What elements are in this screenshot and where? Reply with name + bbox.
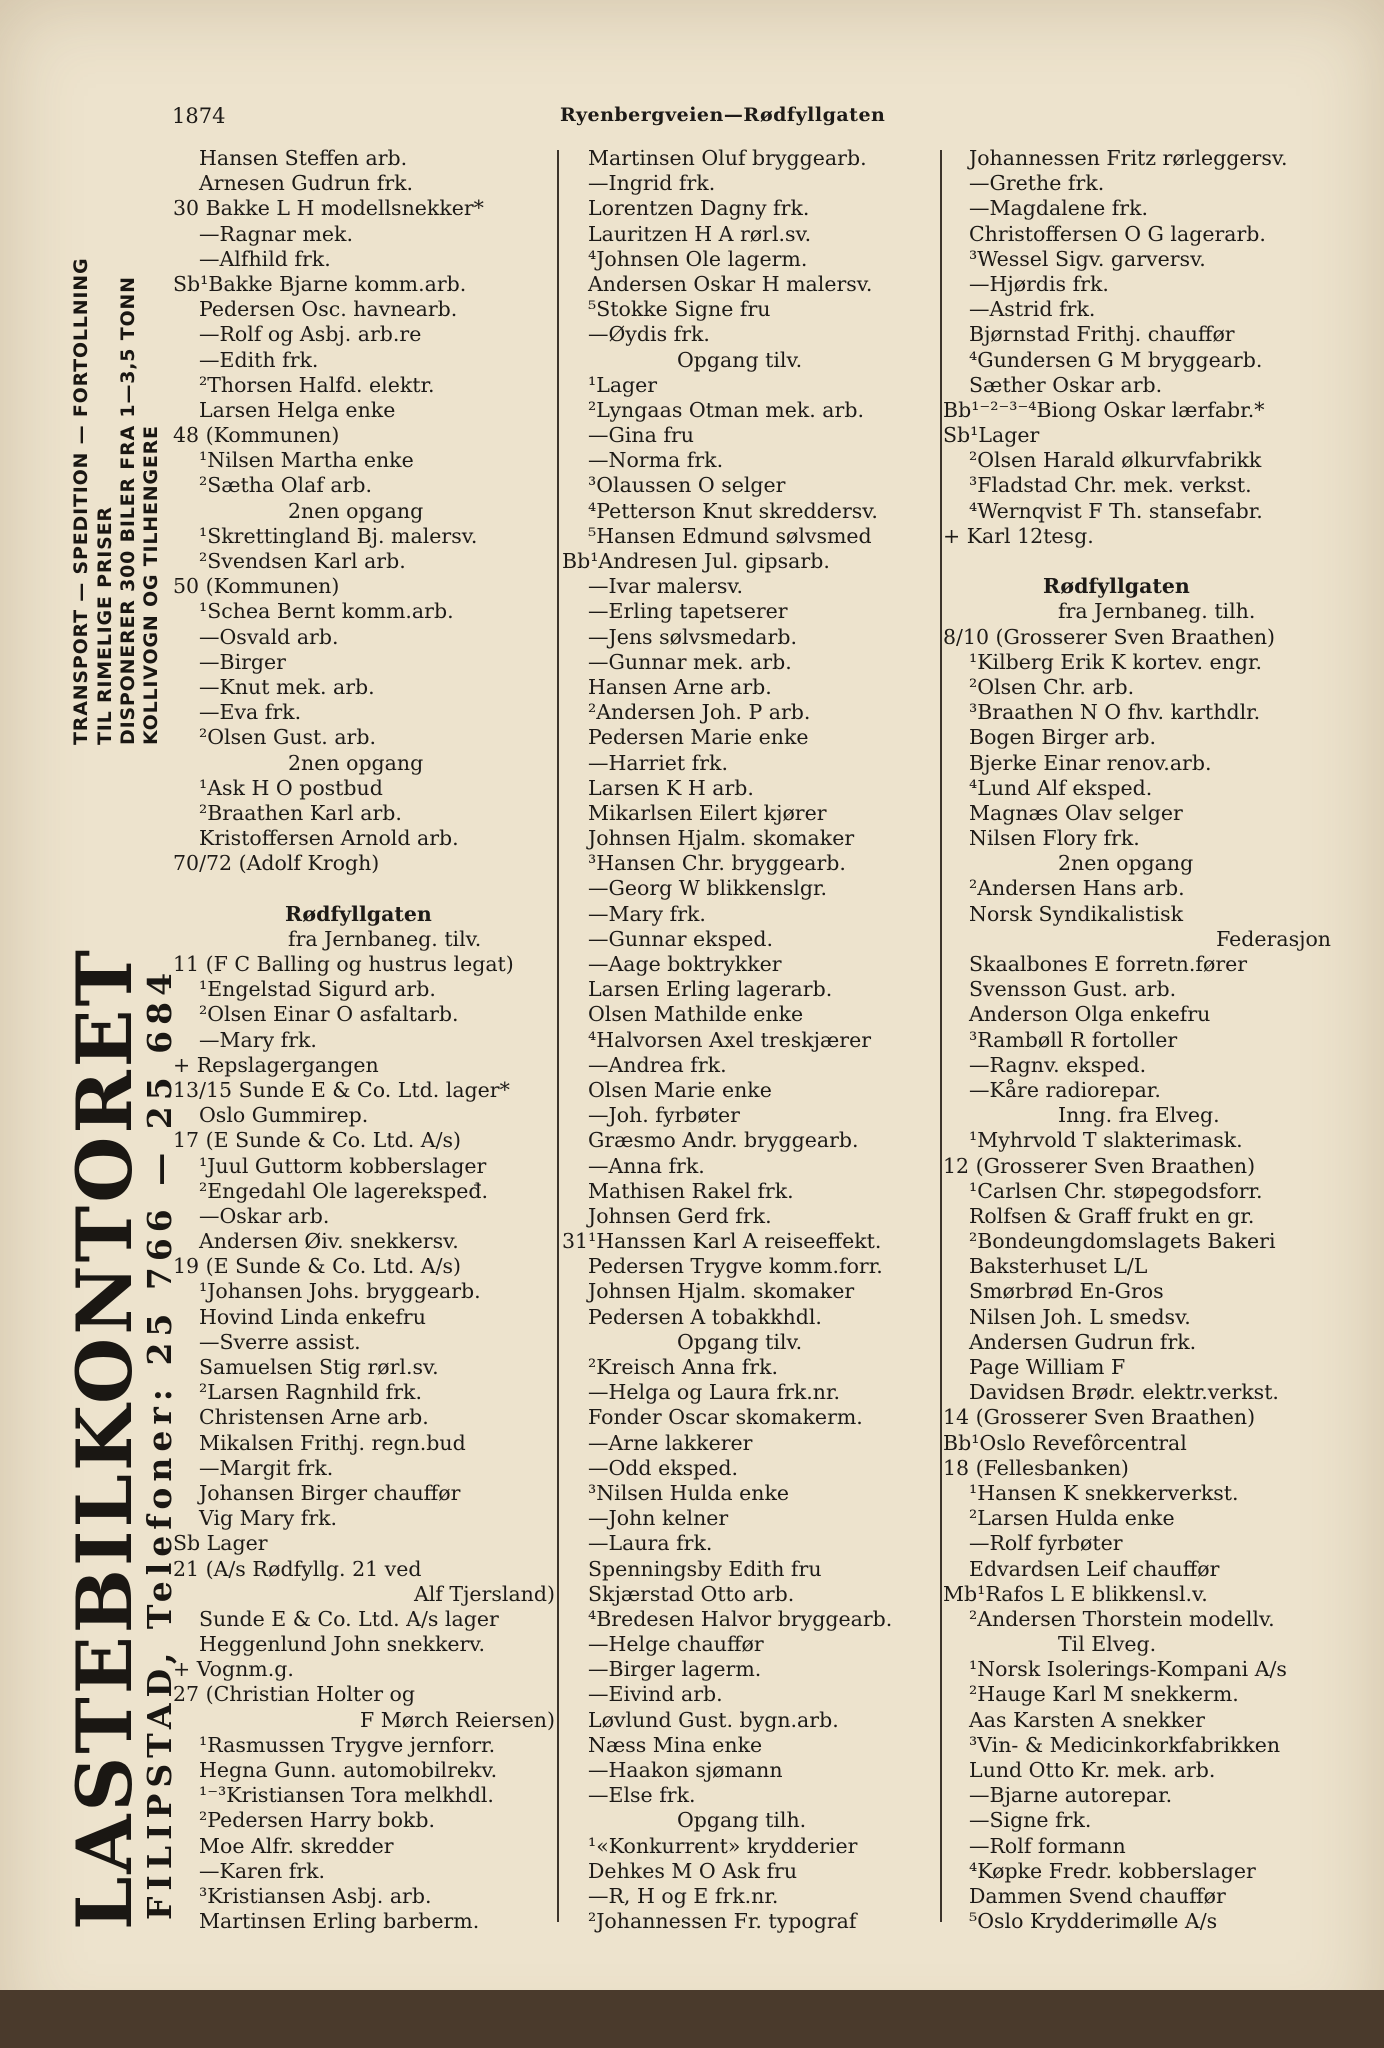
directory-entry: Skaalbones E forretn.fører [969, 952, 1248, 976]
directory-entry: Page William F [969, 1355, 1126, 1379]
directory-entry: + Repslagergangen [173, 1052, 379, 1077]
directory-entry: —Eva frk. [199, 700, 302, 725]
directory-entry: Bjørnstad Frithj. chauffør [969, 322, 1235, 347]
directory-entry: Spenningsby Edith fru [588, 1556, 822, 1581]
directory-entry: ²Engedahl Ole lagerekspeđ. [199, 1178, 489, 1203]
directory-entry: —Osvald arb. [199, 624, 339, 649]
directory-entry: ⁵Hansen Edmund sølvsmed [588, 523, 872, 548]
directory-entry: Til Elveg. [1058, 1632, 1157, 1657]
directory-entry: Fonder Oscar skomakerm. [588, 1405, 863, 1430]
directory-entry: ²Thorsen Halfd. elektr. [199, 372, 435, 397]
directory-entry: —Magdalene frk. [969, 196, 1149, 221]
ad-prices-line: TIL RIMELIGE PRISER [94, 506, 116, 745]
directory-entry: —Mary frk. [588, 901, 706, 926]
page-number: 1874 [172, 104, 226, 128]
directory-entry: —Eivind arb. [588, 1682, 723, 1707]
directory-entry: —Helge chauffør [588, 1632, 764, 1657]
directory-entry: Hegna Gunn. automobilrekv. [199, 1758, 498, 1782]
directory-entry: Sæther Oskar arb. [969, 372, 1163, 397]
directory-entry: 30 Bakke L H modellsnekker* [173, 196, 484, 221]
directory-entry [173, 876, 559, 901]
directory-entry: Inng. fra Elveg. [1058, 1103, 1220, 1128]
directory-entry: 70/72 (Adolf Krogh) [173, 851, 380, 876]
directory-entry [943, 549, 1335, 574]
directory-entry: ²Hauge Karl M snekkerm. [969, 1682, 1239, 1707]
directory-entry: 12 (Grosserer Sven Braathen) [943, 1153, 1256, 1178]
directory-entry: —John kelner [588, 1506, 729, 1531]
directory-entry: + Vognm.g. [173, 1657, 294, 1682]
directory-entry: Arnesen Gudrun frk. [199, 171, 414, 196]
directory-entry: Johnsen Gerd frk. [588, 1203, 772, 1228]
directory-entry: Sb¹Lager [943, 423, 1040, 448]
directory-entry: 27 (Christian Holter og [173, 1682, 416, 1707]
directory-column-3 [943, 146, 1335, 1934]
directory-entry: ²Braathen Karl arb. [199, 800, 402, 825]
directory-entry: 11 (F C Balling og hustrus legat) [173, 952, 514, 976]
directory-entry: —Ivar malersv. [588, 574, 744, 599]
directory-entry: 17 (E Sunde & Co. Ltd. A/s) [173, 1128, 462, 1153]
directory-entry: 8/10 (Grosserer Sven Braathen) [943, 624, 1276, 649]
directory-entry: ⁴Halvorsen Axel treskjærer [588, 1027, 872, 1052]
directory-entry: ³Braathen N O fhv. karthdlr. [969, 700, 1261, 725]
directory-entry: Bb¹Oslo Revefôrcentral [943, 1430, 1187, 1455]
directory-entry: ²Lyngaas Otman mek. arb. [588, 397, 864, 422]
directory-entry: ²Pedersen Harry bokb. [199, 1808, 435, 1833]
directory-entry: ³Nilsen Hulda enke [588, 1480, 790, 1505]
directory-entry: fra Jernbaneg. tilh. [1058, 599, 1256, 624]
directory-entry: Heggenlund John snekkerv. [199, 1632, 485, 1657]
directory-entry: Mikarlsen Eilert kjører [588, 800, 827, 825]
directory-entry: ⁴Køpke Fredr. kobberslager [969, 1858, 1256, 1883]
directory-entry: ²Sætha Olaf arb. [199, 473, 373, 498]
directory-entry: ⁵Oslo Krydderimølle A/s [969, 1909, 1218, 1934]
directory-entry: Hovind Linda enkefru [199, 1304, 426, 1329]
directory-entry: 19 (E Sunde & Co. Ltd. A/s) [173, 1254, 462, 1279]
directory-entry: 13/15 Sunde E & Co. Ltd. lager* [173, 1077, 510, 1102]
directory-entry: ⁴Lund Alf eksped. [969, 775, 1153, 800]
directory-entry: —Margit frk. [199, 1455, 334, 1480]
directory-entry: Bjerke Einar renov.arb. [969, 750, 1212, 775]
directory-entry: + Karl 12tesg. [943, 523, 1094, 548]
directory-entry: ²Kreisch Anna frk. [588, 1355, 779, 1379]
directory-entry: ³Wessel Sigv. garversv. [969, 246, 1206, 271]
directory-entry: —Signe frk. [969, 1808, 1092, 1833]
directory-entry: ³Hansen Chr. bryggearb. [588, 851, 846, 876]
ad-fleet-line: DISPONERER 300 BILER FRA 1—3,5 TONN [117, 276, 139, 745]
directory-entry: —Joh. fyrbøter [588, 1103, 740, 1128]
directory-entry: ¹Kilberg Erik K kortev. engr. [969, 649, 1263, 674]
directory-entry: Aas Karsten A snekker [969, 1707, 1205, 1732]
directory-entry: —R, H og E frk.nr. [588, 1883, 779, 1908]
directory-entry: Federasjon [1216, 926, 1331, 951]
directory-entry: Norsk Syndikalistisk [969, 901, 1184, 926]
directory-entry: —Gunnar mek. arb. [588, 649, 792, 674]
directory-entry: Pedersen Osc. havnearb. [199, 297, 458, 322]
directory-entry: Næss Mina enke [588, 1732, 763, 1757]
directory-entry: Pedersen Trygve komm.forr. [588, 1254, 883, 1279]
directory-entry: —Georg W blikkenslgr. [588, 876, 828, 901]
directory-entry: Johannessen Fritz rørleggersv. [969, 146, 1288, 170]
directory-entry: Christensen Arne arb. [199, 1405, 429, 1430]
directory-entry: 50 (Kommunen) [173, 574, 340, 599]
directory-entry: —Gina fru [588, 423, 694, 448]
directory-entry: ¹Myhrvold T slakterimask. [969, 1128, 1243, 1153]
directory-entry: Svensson Gust. arb. [969, 977, 1177, 1002]
directory-entry: —Gunnar eksped. [588, 926, 773, 951]
directory-entry: Hansen Arne arb. [588, 674, 772, 699]
directory-column-1 [173, 146, 559, 1934]
directory-entry: ²Olsen Chr. arb. [969, 674, 1135, 699]
directory-entry: Olsen Marie enke [588, 1077, 772, 1102]
directory-entry: Mb¹Rafos L E blikkensl.v. [943, 1581, 1208, 1606]
directory-entry: Olsen Mathilde enke [588, 1002, 804, 1027]
ad-trailers-line: KOLLIVOGN OG TILHENGERE [140, 425, 162, 745]
directory-entry: Mikalsen Frithj. regn.bud [199, 1430, 466, 1455]
directory-entry: Bb¹Andresen Jul. gipsarb. [562, 549, 830, 573]
directory-entry: 31¹Hanssen Karl A reiseeffekt. [562, 1229, 882, 1254]
directory-entry: Andersen Gudrun frk. [969, 1329, 1197, 1354]
directory-entry: 2nen opgang [288, 498, 424, 523]
directory-entry: ²Svendsen Karl arb. [199, 549, 406, 573]
directory-entry: Skjærstad Otto arb. [588, 1581, 795, 1606]
directory-entry: Alf Tjersland) [413, 1581, 555, 1606]
directory-entry: ¹«Konkurrent» krydderier [588, 1833, 858, 1858]
directory-entry: Opgang tilh. [677, 1808, 807, 1833]
directory-entry: Christoffersen O G lagerarb. [969, 221, 1266, 246]
directory-entry: ¹Nilsen Martha enke [199, 448, 414, 473]
street-heading: Rødfyllgaten [1043, 574, 1190, 599]
directory-entry: ⁴Bredesen Halvor bryggearb. [588, 1606, 893, 1631]
directory-entry: —Rolf formann [969, 1833, 1126, 1858]
directory-entry: —Ragnv. eksped. [969, 1052, 1147, 1077]
directory-entry: Johnsen Hjalm. skomaker [588, 1279, 855, 1304]
directory-entry: Davidsen Brødr. elektr.verkst. [969, 1380, 1279, 1405]
directory-entry: —Andrea frk. [588, 1052, 727, 1077]
directory-entry: Lorentzen Dagny frk. [588, 196, 810, 221]
directory-entry: ¹⁻³Kristiansen Tora melkhdl. [199, 1783, 494, 1808]
directory-entry: Nilsen Joh. L smedsv. [969, 1304, 1191, 1329]
directory-entry: ¹Lager [588, 372, 658, 397]
directory-entry: —Karen frk. [199, 1858, 326, 1883]
directory-entry: Bogen Birger arb. [969, 725, 1157, 750]
directory-entry: —Harriet frk. [588, 750, 728, 775]
directory-entry: 2nen opgang [1058, 851, 1194, 876]
directory-entry: Lauritzen H A rørl.sv. [588, 221, 812, 246]
directory-entry: fra Jernbaneg. tilv. [288, 926, 482, 951]
directory-entry: Larsen K H arb. [588, 775, 754, 800]
directory-entry: —Jens sølvsmedarb. [588, 624, 797, 649]
directory-entry: —Norma frk. [588, 448, 724, 473]
directory-entry: Pedersen Marie enke [588, 725, 809, 750]
directory-entry: ¹Juul Guttorm kobberslager [199, 1153, 487, 1178]
directory-entry: ¹Skrettingland Bj. malersv. [199, 523, 478, 548]
directory-entry: —Laura frk. [588, 1531, 713, 1556]
directory-entry: ²Andersen Thorstein modellv. [969, 1606, 1275, 1631]
directory-entry: —Helga og Laura frk.nr. [588, 1380, 841, 1405]
directory-entry: —Øydis frk. [588, 322, 710, 347]
directory-entry: —Astrid frk. [969, 297, 1096, 322]
directory-entry: ²Olsen Gust. arb. [199, 725, 376, 750]
directory-entry: —Rolf og Asbj. arb.re [199, 322, 422, 347]
directory-entry: —Anna frk. [588, 1153, 705, 1178]
directory-entry: 21 (A/s Rødfyllg. 21 ved [173, 1556, 422, 1581]
directory-entry: Anderson Olga enkefru [969, 1002, 1211, 1027]
directory-entry: 48 (Kommunen) [173, 423, 340, 448]
directory-entry: ¹Carlsen Chr. støpegodsforr. [969, 1178, 1263, 1203]
directory-column-2 [562, 146, 942, 1934]
directory-entry: 14 (Grosserer Sven Braathen) [943, 1405, 1256, 1430]
directory-entry: Løvlund Gust. bygn.arb. [588, 1707, 839, 1732]
directory-entry: Andersen Oskar H malersv. [588, 271, 873, 296]
directory-entry: Sunde E & Co. Ltd. A/s lager [199, 1606, 499, 1631]
directory-entry: ¹Rasmussen Trygve jernforr. [199, 1732, 496, 1757]
directory-entry: Lund Otto Kr. mek. arb. [969, 1758, 1216, 1782]
scan-border [0, 1990, 1384, 2048]
directory-entry: ⁴Petterson Knut skreddersv. [588, 498, 878, 523]
directory-entry: Sb Lager [173, 1531, 268, 1556]
directory-entry: —Alfhild frk. [199, 246, 331, 271]
street-heading: Rødfyllgaten [285, 901, 432, 926]
directory-entry: ²Andersen Hans arb. [969, 876, 1185, 901]
directory-entry: Mathisen Rakel frk. [588, 1178, 794, 1203]
directory-entry: Samuelsen Stig rørl.sv. [199, 1355, 439, 1379]
directory-entry: ²Larsen Ragnhild frk. [199, 1380, 422, 1405]
directory-entry: Johansen Birger chauffør [199, 1480, 461, 1505]
directory-entry: Opgang tilv. [677, 1329, 803, 1354]
directory-entry: —Ragnar mek. [199, 221, 354, 246]
directory-entry: ²Larsen Hulda enke [969, 1506, 1175, 1531]
directory-entry: Nilsen Flory frk. [969, 826, 1140, 851]
directory-entry: ²Johannessen Fr. typograf [588, 1909, 857, 1934]
directory-entry: —Else frk. [588, 1783, 696, 1808]
directory-entry: ¹Schea Bernt komm.arb. [199, 599, 454, 624]
ad-phone-line: FILIPSTAD, Telefoner: 25 766 — 25 684 [140, 966, 179, 1920]
directory-entry: Græsmo Andr. bryggearb. [588, 1128, 859, 1153]
directory-entry: —Mary frk. [199, 1027, 317, 1052]
directory-entry: Hansen Steffen arb. [199, 146, 408, 170]
running-title: Ryenbergveien—Rødfyllgaten [560, 104, 886, 126]
directory-entry: ³Rambøll R fortoller [969, 1027, 1178, 1052]
directory-entry: —Knut mek. arb. [199, 674, 375, 699]
directory-entry: —Ingrid frk. [588, 171, 716, 196]
directory-entry: ²Andersen Joh. P arb. [588, 700, 811, 725]
directory-entry: Larsen Helga enke [199, 397, 396, 422]
directory-entry: ³Kristiansen Asbj. arb. [199, 1883, 432, 1908]
directory-entry: Opgang tilv. [677, 347, 803, 372]
directory-entry: ³Olaussen O selger [588, 473, 786, 498]
directory-entry: —Kåre radiorepar. [969, 1077, 1161, 1102]
directory-entry: Martinsen Erling barberm. [199, 1909, 480, 1934]
directory-entry: Kristoffersen Arnold arb. [199, 826, 459, 851]
directory-entry: ²Bondeungdomslagets Bakeri [969, 1229, 1276, 1254]
ad-company-name: LASTEBILKONTORET [60, 946, 149, 1930]
directory-entry: —Haakon sjømann [588, 1758, 783, 1782]
directory-entry: ³Vin- & Medicinkorkfabrikken [969, 1732, 1281, 1757]
directory-entry: —Birger lagerm. [588, 1657, 762, 1682]
directory-entry: ⁴Wernqvist F Th. stansefabr. [969, 498, 1263, 523]
directory-entry: —Oskar arb. [199, 1203, 330, 1228]
directory-entry: Moe Alfr. skredder [199, 1833, 394, 1858]
directory-entry: —Bjarne autorepar. [969, 1783, 1173, 1808]
directory-entry: Sb¹Bakke Bjarne komm.arb. [173, 271, 467, 296]
directory-entry: —Birger [199, 649, 286, 674]
directory-entry: Pedersen A tobakkhdl. [588, 1304, 822, 1329]
directory-entry: —Grethe frk. [969, 171, 1105, 196]
directory-entry: —Edith frk. [199, 347, 319, 372]
directory-entry: Larsen Erling lagerarb. [588, 977, 833, 1002]
directory-entry: —Erling tapetserer [588, 599, 788, 624]
ad-services-line: TRANSPORT — SPEDITION — FORTOLLNING [70, 257, 92, 745]
directory-entry: Magnæs Olav selger [969, 800, 1183, 825]
directory-entry: Rolfsen & Graff frukt en gr. [969, 1203, 1255, 1228]
directory-entry: Oslo Gummirep. [199, 1103, 369, 1128]
directory-entry: F Mørch Reiersen) [360, 1707, 555, 1732]
directory-entry: Andersen Øiv. snekkersv. [199, 1229, 459, 1254]
directory-entry: —Arne lakkerer [588, 1430, 753, 1455]
directory-entry: ³Fladstad Chr. mek. verkst. [969, 473, 1252, 498]
directory-entry: —Aage boktrykker [588, 952, 782, 976]
directory-entry: Bb¹⁻²⁻³⁻⁴Biong Oskar lærfabr.* [943, 397, 1265, 422]
directory-entry: ¹Hansen K snekkerverkst. [969, 1480, 1239, 1505]
directory-entry: ²Olsen Einar O asfaltarb. [199, 1002, 459, 1027]
directory-entry: —Sverre assist. [199, 1329, 361, 1354]
directory-entry: 2nen opgang [288, 750, 424, 775]
directory-entry: Martinsen Oluf bryggearb. [588, 146, 867, 170]
directory-entry: ¹Johansen Johs. bryggearb. [199, 1279, 481, 1304]
directory-entry: Smørbrød En-Gros [969, 1279, 1164, 1304]
directory-entry: ¹Ask H O postbud [199, 775, 383, 800]
directory-entry: —Odd eksped. [588, 1455, 739, 1480]
directory-entry: 18 (Fellesbanken) [943, 1455, 1129, 1480]
directory-entry: Vig Mary frk. [199, 1506, 338, 1531]
directory-entry: Dammen Svend chauffør [969, 1883, 1226, 1908]
directory-entry: Baksterhuset L/L [969, 1254, 1148, 1279]
directory-entry: —Rolf fyrbøter [969, 1531, 1123, 1556]
directory-entry: ²Olsen Harald ølkurvfabrikk [969, 448, 1262, 473]
directory-entry: ¹Engelstad Sigurd arb. [199, 977, 436, 1002]
directory-entry: ⁵Stokke Signe fru [588, 297, 771, 322]
directory-entry: ¹Norsk Isolerings-Kompani A/s [969, 1657, 1287, 1682]
directory-entry: ⁴Johnsen Ole lagerm. [588, 246, 808, 271]
directory-entry: Dehkes M O Ask fru [588, 1858, 798, 1883]
directory-entry: —Hjørdis frk. [969, 271, 1109, 296]
directory-entry: Johnsen Hjalm. skomaker [588, 826, 855, 851]
directory-entry: Edvardsen Leif chauffør [969, 1556, 1220, 1581]
directory-entry: ⁴Gundersen G M bryggearb. [969, 347, 1263, 372]
